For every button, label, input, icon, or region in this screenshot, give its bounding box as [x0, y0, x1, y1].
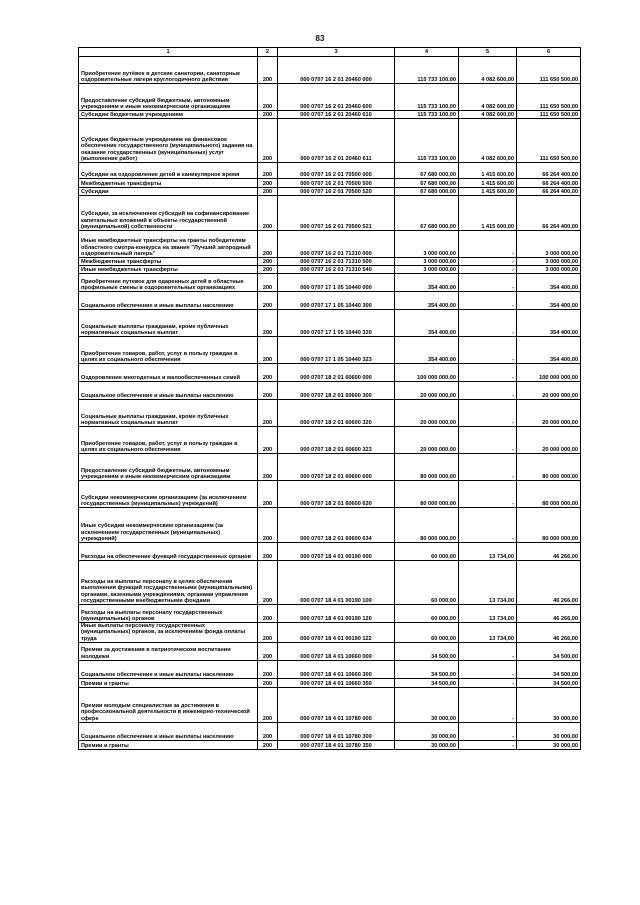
table-row	[79, 623, 581, 643]
row-name: Социальное обеспечение и иные выплаты населению	[79, 382, 258, 400]
table-row	[79, 188, 581, 196]
row-executed-amount: -	[459, 231, 517, 258]
row-approved-amount: 60 000,00	[395, 623, 459, 643]
row-approved-amount: 3 000 000,00	[395, 231, 459, 258]
row-executed-amount: 1 415 600,00	[459, 163, 517, 179]
table-row	[79, 508, 581, 543]
row-unexecuted-amount: 66 264 400,00	[517, 179, 581, 188]
row-csr-code: 000 0707 16 2 01 20460 000	[278, 57, 395, 84]
header-col-3: 3	[278, 48, 395, 57]
row-csr-code: 000 0707 18 4 01 10660 000	[278, 642, 395, 660]
row-name: Субсидии некоммерческим организациям (за исключением государственных (муниципальных) учреждений)	[79, 481, 258, 508]
row-name: Предоставление субсидий бюджетным, автономным учреждениям и иным некоммерческим организациям	[79, 84, 258, 111]
header-col-1: 1	[79, 48, 258, 57]
row-unexecuted-amount: 30 000,00	[517, 740, 581, 749]
table-row	[79, 400, 581, 427]
table-row	[79, 57, 581, 84]
row-unexecuted-amount: 20 000 000,00	[517, 382, 581, 400]
row-name: Межбюджетные трансферты	[79, 179, 258, 188]
table-row	[79, 337, 581, 364]
row-unexecuted-amount: 111 650 500,00	[517, 84, 581, 111]
row-executed-amount: -	[459, 508, 517, 543]
row-approved-amount: 30 000,00	[395, 722, 459, 740]
row-approved-amount: 115 733 100,00	[395, 57, 459, 84]
row-name: Приобретение товаров, работ, услуг в пользу граждан в целях их социального обеспечения	[79, 337, 258, 364]
row-approved-amount: 80 000 000,00	[395, 481, 459, 508]
row-name: Иные субсидии некоммерческим организациям (за исключением государственных (муниципальных) учреждений)	[79, 508, 258, 543]
row-executed-amount: -	[459, 258, 517, 266]
row-csr-code: 000 0707 17 1 05 10440 320	[278, 310, 395, 337]
row-executed-amount: 13 734,00	[459, 543, 517, 561]
row-csr-code: 000 0707 18 4 01 10660 300	[278, 660, 395, 678]
table-row	[79, 274, 581, 292]
row-unexecuted-amount: 66 264 400,00	[517, 196, 581, 231]
row-executed-amount: 4 082 600,00	[459, 84, 517, 111]
row-code: 200	[258, 605, 278, 623]
row-code: 200	[258, 196, 278, 231]
row-approved-amount: 80 000 000,00	[395, 508, 459, 543]
row-csr-code: 000 0707 18 2 01 60600 630	[278, 481, 395, 508]
row-executed-amount: 13 734,00	[459, 605, 517, 623]
row-executed-amount: -	[459, 740, 517, 749]
table-header	[79, 48, 581, 57]
row-unexecuted-amount: 111 650 500,00	[517, 57, 581, 84]
row-code: 200	[258, 364, 278, 382]
row-csr-code: 000 0707 16 2 01 20460 600	[278, 84, 395, 111]
row-unexecuted-amount: 100 000 000,00	[517, 364, 581, 382]
row-approved-amount: 354 400,00	[395, 310, 459, 337]
row-code: 200	[258, 382, 278, 400]
table-row	[79, 258, 581, 266]
table-row	[79, 740, 581, 749]
table-row	[79, 687, 581, 722]
table-row	[79, 543, 581, 561]
header-col-4: 4	[395, 48, 459, 57]
row-approved-amount: 60 000,00	[395, 561, 459, 605]
row-executed-amount: 4 082 600,00	[459, 119, 517, 163]
table-row	[79, 605, 581, 623]
row-name: Социальное обеспечение и иные выплаты населению	[79, 660, 258, 678]
row-executed-amount: 1 415 600,00	[459, 179, 517, 188]
row-csr-code: 000 0707 16 2 01 71310 540	[278, 266, 395, 274]
row-name: Субсидии, за исключением субсидий на софинансирование капитальных вложений в объекты государственной (муниципальной) собственности	[79, 196, 258, 231]
row-approved-amount: 354 400,00	[395, 337, 459, 364]
row-name: Социальное обеспечение и иные выплаты населению	[79, 722, 258, 740]
row-name: Субсидии	[79, 188, 258, 196]
row-csr-code: 000 0707 18 2 01 60600 320	[278, 400, 395, 427]
row-name: Премии молодым специалистам за достижения в профессиональной деятельности в инженерно-технической сфере	[79, 687, 258, 722]
row-code: 200	[258, 481, 278, 508]
header-col-5: 5	[459, 48, 517, 57]
row-name: Социальное обеспечение и иные выплаты населению	[79, 292, 258, 310]
row-executed-amount: -	[459, 642, 517, 660]
row-csr-code: 000 0707 18 4 01 10780 300	[278, 722, 395, 740]
page-number: 83	[315, 34, 325, 43]
table-row	[79, 310, 581, 337]
row-approved-amount: 115 733 100,00	[395, 111, 459, 119]
table-row	[79, 364, 581, 382]
row-unexecuted-amount: 354 400,00	[517, 274, 581, 292]
table-row	[79, 111, 581, 119]
row-executed-amount: -	[459, 454, 517, 481]
table-row	[79, 84, 581, 111]
row-unexecuted-amount: 111 650 500,00	[517, 119, 581, 163]
row-csr-code: 000 0707 18 2 01 60600 000	[278, 364, 395, 382]
row-csr-code: 000 0707 18 4 01 00190 100	[278, 561, 395, 605]
row-code: 200	[258, 400, 278, 427]
row-approved-amount: 354 400,00	[395, 274, 459, 292]
row-code: 200	[258, 292, 278, 310]
row-code: 200	[258, 188, 278, 196]
row-csr-code: 000 0707 18 2 01 60600 600	[278, 454, 395, 481]
row-csr-code: 000 0707 18 2 01 60600 300	[278, 382, 395, 400]
row-approved-amount: 30 000,00	[395, 687, 459, 722]
row-csr-code: 000 0707 16 2 01 70500 520	[278, 188, 395, 196]
row-code: 200	[258, 508, 278, 543]
table-row	[79, 561, 581, 605]
row-approved-amount: 115 733 100,00	[395, 119, 459, 163]
row-code: 200	[258, 660, 278, 678]
header-row	[79, 48, 581, 57]
row-unexecuted-amount: 66 264 400,00	[517, 163, 581, 179]
row-unexecuted-amount: 46 266,00	[517, 543, 581, 561]
row-name: Расходы на выплаты персоналу государственных (муниципальных) органов	[79, 605, 258, 623]
row-name: Приобретение путёвок в детские санатории, санаторные оздоровительные лагеря круглогодичного действия	[79, 57, 258, 84]
table-row	[79, 292, 581, 310]
row-code: 200	[258, 687, 278, 722]
row-code: 200	[258, 642, 278, 660]
row-name: Субсидии на оздоровление детей в каникулярное время	[79, 163, 258, 179]
row-executed-amount: -	[459, 687, 517, 722]
table-body	[79, 57, 581, 750]
row-name: Социальные выплаты гражданам, кроме публичных нормативных социальных выплат	[79, 310, 258, 337]
row-name: Субсидии бюджетным учреждениям на финансовое обеспечение государственного (муниципального) задания на оказание государственных (муниципальных) услуг (выполнение работ)	[79, 119, 258, 163]
row-code: 200	[258, 310, 278, 337]
row-code: 200	[258, 179, 278, 188]
row-approved-amount: 20 000 000,00	[395, 382, 459, 400]
row-executed-amount: -	[459, 266, 517, 274]
row-approved-amount: 80 000 000,00	[395, 454, 459, 481]
row-csr-code: 000 0707 17 1 05 10440 323	[278, 337, 395, 364]
row-executed-amount: -	[459, 481, 517, 508]
row-name: Межбюджетные трансферты	[79, 258, 258, 266]
header-col-2: 2	[258, 48, 278, 57]
row-name: Иные межбюджетные трансферты	[79, 266, 258, 274]
row-unexecuted-amount: 111 650 500,00	[517, 111, 581, 119]
row-code: 200	[258, 454, 278, 481]
row-code: 200	[258, 258, 278, 266]
table-row	[79, 678, 581, 687]
row-unexecuted-amount: 30 000,00	[517, 687, 581, 722]
row-unexecuted-amount: 354 400,00	[517, 310, 581, 337]
row-approved-amount: 20 000 000,00	[395, 400, 459, 427]
row-approved-amount: 3 000 000,00	[395, 266, 459, 274]
row-executed-amount: 1 415 600,00	[459, 188, 517, 196]
row-csr-code: 000 0707 17 1 05 10440 300	[278, 292, 395, 310]
row-code: 200	[258, 231, 278, 258]
table-row	[79, 722, 581, 740]
row-code: 200	[258, 163, 278, 179]
row-unexecuted-amount: 80 000 000,00	[517, 454, 581, 481]
table-row	[79, 231, 581, 258]
table-row	[79, 642, 581, 660]
row-executed-amount: -	[459, 382, 517, 400]
row-approved-amount: 34 500,00	[395, 642, 459, 660]
row-approved-amount: 20 000 000,00	[395, 427, 459, 454]
row-approved-amount: 115 733 100,00	[395, 84, 459, 111]
row-unexecuted-amount: 354 400,00	[517, 292, 581, 310]
row-executed-amount: -	[459, 427, 517, 454]
row-csr-code: 000 0707 16 2 01 70500 521	[278, 196, 395, 231]
row-unexecuted-amount: 3 000 000,00	[517, 266, 581, 274]
table-row	[79, 196, 581, 231]
row-approved-amount: 3 000 000,00	[395, 258, 459, 266]
row-executed-amount: -	[459, 292, 517, 310]
row-code: 200	[258, 678, 278, 687]
row-approved-amount: 34 500,00	[395, 660, 459, 678]
row-unexecuted-amount: 20 000 000,00	[517, 427, 581, 454]
row-code: 200	[258, 427, 278, 454]
row-approved-amount: 60 000,00	[395, 543, 459, 561]
table-row	[79, 427, 581, 454]
row-name: Предоставление субсидий бюджетным, автономным учреждениям и иным некоммерческим организациям	[79, 454, 258, 481]
row-csr-code: 000 0707 16 2 01 71310 500	[278, 258, 395, 266]
row-name: Оздоровление многодетных и малообеспеченных семей	[79, 364, 258, 382]
header-col-6: 6	[517, 48, 581, 57]
row-approved-amount: 67 680 000,00	[395, 179, 459, 188]
row-name: Расходы на выплаты персоналу в целях обеспечения выполнения функций государственными (муниципальными) органами, казенными учреждениями, органами управления государственными внебюджетными фондами	[79, 561, 258, 605]
row-csr-code: 000 0707 18 4 01 10780 350	[278, 740, 395, 749]
row-code: 200	[258, 266, 278, 274]
row-executed-amount: -	[459, 337, 517, 364]
row-executed-amount: 4 082 600,00	[459, 57, 517, 84]
row-unexecuted-amount: 46 266,00	[517, 623, 581, 643]
row-code: 200	[258, 740, 278, 749]
table-row	[79, 179, 581, 188]
row-csr-code: 000 0707 18 4 01 00190 120	[278, 605, 395, 623]
table-row	[79, 481, 581, 508]
row-unexecuted-amount: 3 000 000,00	[517, 258, 581, 266]
row-executed-amount: -	[459, 678, 517, 687]
row-csr-code: 000 0707 16 2 01 70500 000	[278, 163, 395, 179]
table-row	[79, 266, 581, 274]
table-row	[79, 119, 581, 163]
row-executed-amount: 13 734,00	[459, 561, 517, 605]
row-approved-amount: 67 680 000,00	[395, 163, 459, 179]
row-csr-code: 000 0707 16 2 01 20460 610	[278, 111, 395, 119]
row-csr-code: 000 0707 16 2 01 71310 000	[278, 231, 395, 258]
row-unexecuted-amount: 354 400,00	[517, 337, 581, 364]
row-approved-amount: 67 680 000,00	[395, 196, 459, 231]
row-approved-amount: 100 000 000,00	[395, 364, 459, 382]
row-csr-code: 000 0707 16 2 01 70500 500	[278, 179, 395, 188]
row-code: 200	[258, 119, 278, 163]
row-approved-amount: 34 500,00	[395, 678, 459, 687]
row-csr-code: 000 0707 18 4 01 00190 000	[278, 543, 395, 561]
row-unexecuted-amount: 34 500,00	[517, 678, 581, 687]
row-unexecuted-amount: 80 000 000,00	[517, 508, 581, 543]
row-unexecuted-amount: 66 264 400,00	[517, 188, 581, 196]
row-unexecuted-amount: 46 266,00	[517, 605, 581, 623]
table-row	[79, 454, 581, 481]
row-unexecuted-amount: 34 500,00	[517, 660, 581, 678]
row-unexecuted-amount: 20 000 000,00	[517, 400, 581, 427]
row-executed-amount: -	[459, 722, 517, 740]
row-approved-amount: 60 000,00	[395, 605, 459, 623]
row-unexecuted-amount: 80 000 000,00	[517, 481, 581, 508]
row-csr-code: 000 0707 18 4 01 10660 350	[278, 678, 395, 687]
table-row	[79, 660, 581, 678]
row-executed-amount: -	[459, 660, 517, 678]
row-code: 200	[258, 111, 278, 119]
row-name: Премии и гранты	[79, 678, 258, 687]
row-approved-amount: 67 680 000,00	[395, 188, 459, 196]
row-executed-amount: -	[459, 400, 517, 427]
row-executed-amount: 13 734,00	[459, 623, 517, 643]
row-name: Приобретение товаров, работ, услуг в пользу граждан в целях их социального обеспечения	[79, 427, 258, 454]
row-code: 200	[258, 57, 278, 84]
row-name: Иные межбюджетные трансферты на гранты победителям областного смотра-конкурса на звание "Лучший загородный оздоровительный лагерь"	[79, 231, 258, 258]
row-approved-amount: 354 400,00	[395, 292, 459, 310]
row-csr-code: 000 0707 18 4 01 10780 000	[278, 687, 395, 722]
row-unexecuted-amount: 30 000,00	[517, 722, 581, 740]
row-executed-amount: -	[459, 364, 517, 382]
row-name: Приобретение путевок для одаренных детей в областные профильные смены в оздоровительных организациях	[79, 274, 258, 292]
row-csr-code: 000 0707 18 2 01 60600 634	[278, 508, 395, 543]
row-code: 200	[258, 543, 278, 561]
row-code: 200	[258, 274, 278, 292]
row-executed-amount: 4 082 600,00	[459, 111, 517, 119]
row-unexecuted-amount: 46 266,00	[517, 561, 581, 605]
row-name: Премии и гранты	[79, 740, 258, 749]
row-code: 200	[258, 623, 278, 643]
row-approved-amount: 30 000,00	[395, 740, 459, 749]
row-name: Социальные выплаты гражданам, кроме публичных нормативных социальных выплат	[79, 400, 258, 427]
row-executed-amount: -	[459, 310, 517, 337]
row-csr-code: 000 0707 16 2 01 20460 611	[278, 119, 395, 163]
row-code: 200	[258, 337, 278, 364]
row-code: 200	[258, 84, 278, 111]
row-csr-code: 000 0707 17 1 05 10440 000	[278, 274, 395, 292]
row-code: 200	[258, 722, 278, 740]
row-code: 200	[258, 561, 278, 605]
row-executed-amount: 1 415 600,00	[459, 196, 517, 231]
table-row	[79, 382, 581, 400]
row-name: Премии за достижения в патриотическом воспитании молодежи	[79, 642, 258, 660]
budget-table	[78, 47, 581, 750]
row-unexecuted-amount: 34 500,00	[517, 642, 581, 660]
row-name: Субсидии бюджетным учреждениям	[79, 111, 258, 119]
row-csr-code: 000 0707 18 2 01 60600 323	[278, 427, 395, 454]
row-name: Иные выплаты персоналу государственных (муниципальных) органов, за исключением фонда оплаты труда	[79, 623, 258, 643]
table-row	[79, 163, 581, 179]
row-name: Расходы на обеспечение функций государственных органов	[79, 543, 258, 561]
row-csr-code: 000 0707 18 4 01 00190 122	[278, 623, 395, 643]
row-executed-amount: -	[459, 274, 517, 292]
row-unexecuted-amount: 3 000 000,00	[517, 231, 581, 258]
